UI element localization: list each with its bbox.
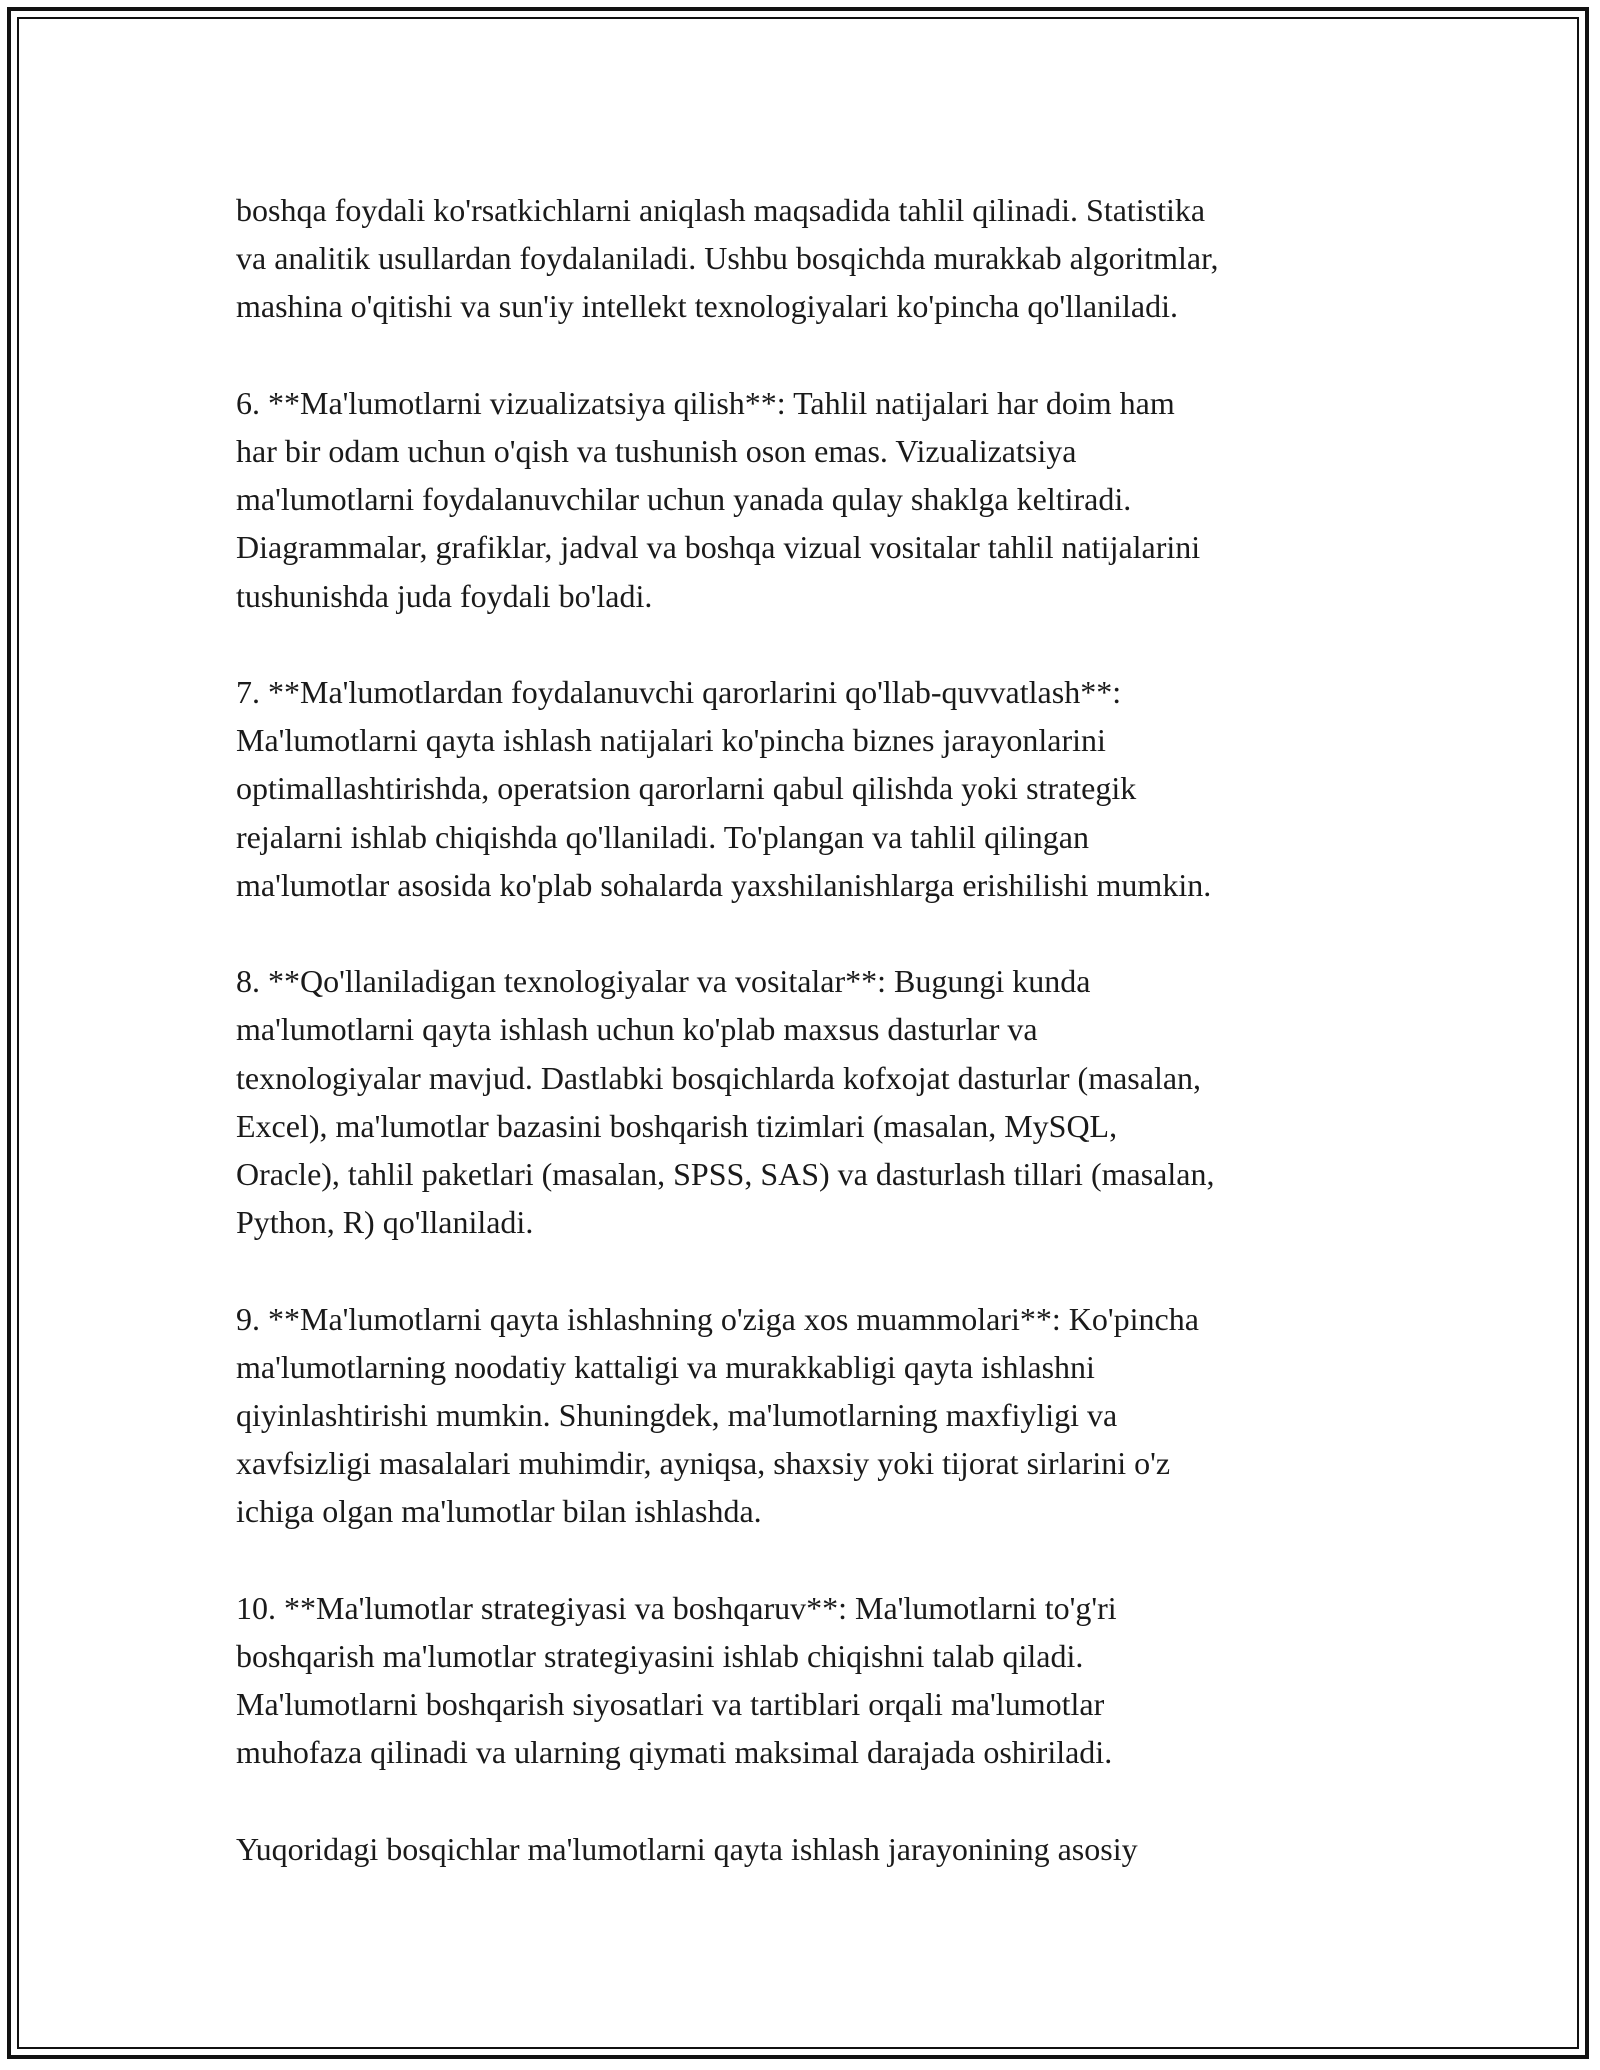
paragraph-conclusion (236, 1825, 1386, 1873)
text-line: ma'lumotlarni qayta ishlash uchun ko'plab maxsus dasturlar va (236, 1011, 1038, 1048)
text-line: Excel), ma'lumotlar bazasini boshqarish tizimlari (masalan, MySQL, (236, 1107, 1118, 1144)
text-line: ichiga olgan ma'lumotlar bilan ishlashda. (236, 1493, 762, 1530)
text-line: Yuqoridagi bosqichlar ma'lumotlarni qayta ishlash jarayonining asosiy (236, 1830, 1138, 1867)
paragraph-item-6 (236, 379, 1386, 620)
text-line: 7. **Ma'lumotlardan foydalanuvchi qarorlarini qo'llab-quvvatlash**: (236, 674, 1122, 710)
text-line: 6. **Ma'lumotlarni vizualizatsiya qilish**: Tahlil natijalari har doim ham (236, 384, 1175, 421)
text-line: va analitik usullardan foydalaniladi. Ushbu bosqichda murakkab algoritmlar, (236, 240, 1219, 277)
text-line: Diagrammalar, grafiklar, jadval va boshqa vizual vositalar tahlil natijalarini (236, 529, 1201, 566)
text-line: 9. **Ma'lumotlarni qayta ishlashning o'ziga xos muammolari**: Ko'pincha (236, 1300, 1199, 1337)
text-line: 8. **Qo'llaniladigan texnologiyalar va vositalar**: Bugungi kunda (236, 963, 1091, 1000)
paragraph-item-10 (236, 1584, 1386, 1777)
text-line: Ma'lumotlarni boshqarish siyosatlari va tartiblari orqali ma'lumotlar (236, 1686, 1105, 1723)
text-line: boshqa foydali ko'rsatkichlarni aniqlash maqsadida tahlil qilinadi. Statistika (236, 192, 1206, 228)
text-line: Python, R) qo'llaniladi. (236, 1204, 534, 1241)
text-line: boshqarish ma'lumotlar strategiyasini ishlab chiqishni talab qiladi. (236, 1638, 1084, 1675)
text-line: optimallashtirishda, operatsion qarorlarni qabul qilishda yoki strategik (236, 770, 1137, 807)
paragraph-item-8 (236, 957, 1386, 1246)
text-line: ma'lumotlar asosida ko'plab sohalarda yaxshilanishlarga erishilishi mumkin. (236, 866, 1212, 903)
text-line: Ma'lumotlarni qayta ishlash natijalari ko'pincha biznes jarayonlarini (236, 722, 1106, 759)
text-line: tushunishda juda foydali bo'ladi. (236, 577, 653, 614)
text-line: muhofaza qilinadi va ularning qiymati maksimal darajada oshiriladi. (236, 1734, 1113, 1771)
text-line: 10. **Ma'lumotlar strategiyasi va boshqaruv**: Ma'lumotlarni to'g'ri (236, 1589, 1117, 1626)
paragraph-item-9 (236, 1295, 1386, 1536)
text-line: xavfsizligi masalalari muhimdir, ayniqsa, shaxsiy yoki tijorat sirlarini o'z (236, 1445, 1171, 1482)
text-line: rejalarni ishlab chiqishda qo'llaniladi. To'plangan va tahlil qilingan (236, 818, 1089, 855)
text-line: qiyinlashtirishi mumkin. Shuningdek, ma'lumotlarning maxfiyligi va (236, 1397, 1118, 1434)
text-line: har bir odam uchun o'qish va tushunish oson emas. Vizualizatsiya (236, 433, 1077, 469)
text-line: ma'lumotlarni foydalanuvchilar uchun yanada qulay shaklga keltiradi. (236, 481, 1132, 518)
text-line: texnologiyalar mavjud. Dastlabki bosqichlarda kofxojat dasturlar (masalan, (236, 1059, 1202, 1096)
paragraph-continuation (236, 186, 1386, 331)
text-line: ma'lumotlarning noodatiy kattaligi va murakkabligi qayta ishlashni (236, 1348, 1095, 1385)
text-line: mashina o'qitishi va sun'iy intellekt texnologiyalari ko'pincha qo'llaniladi. (236, 288, 1178, 325)
text-line: Oracle), tahlil paketlari (masalan, SPSS, SAS) va dasturlash tillari (masalan, (236, 1156, 1215, 1193)
document-body (236, 186, 1386, 1921)
paragraph-item-7 (236, 668, 1386, 909)
